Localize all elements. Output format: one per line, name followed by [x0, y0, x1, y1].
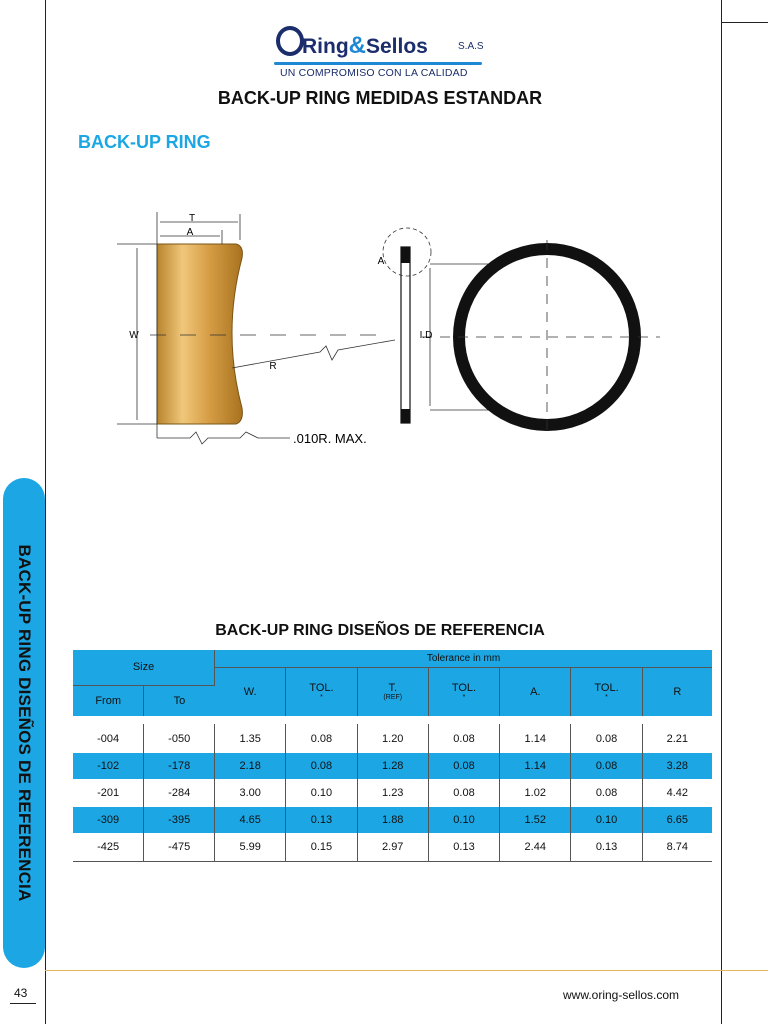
label-r: R [269, 361, 277, 372]
logo-amp: & [348, 32, 366, 59]
website-link[interactable]: www.oring-sellos.com [563, 988, 680, 1002]
backup-ring-drawing [0, 0, 768, 470]
table-row: -425 -475 5.99 0.15 2.97 0.13 2.44 0.13 8.74 [73, 833, 712, 861]
table-header-row [73, 650, 712, 667]
table-row: -004 -050 1.35 0.08 1.20 0.08 1.14 0.08 2.21 [73, 724, 712, 753]
col-from: From [73, 685, 144, 716]
col-t: T. (REF) [357, 667, 428, 716]
logo-tagline: UN COMPROMISO CON LA CALIDAD [280, 67, 468, 79]
logo-name: Ring [302, 35, 349, 58]
page-number: 43 [14, 986, 28, 1000]
side-tab-label: BACK-UP RING DISEÑOS DE REFERENCIA [15, 544, 34, 902]
col-tol-a: TOL. * [571, 667, 642, 716]
footer-line [45, 970, 768, 971]
ring-cross-section [157, 244, 242, 424]
col-a: A. [500, 667, 571, 716]
logo-name2: Sellos [366, 35, 428, 58]
table-row: -309 -395 4.65 0.13 1.88 0.10 1.52 0.10 6.65 [73, 807, 712, 833]
page-title: BACK-UP RING MEDIDAS ESTANDAR [217, 88, 543, 108]
section-subtitle: BACK-UP RING [78, 132, 211, 152]
col-tol-w: TOL. * [286, 667, 357, 716]
label-a: A [186, 227, 194, 238]
ring-side-view [401, 247, 410, 423]
spec-table [73, 650, 712, 862]
table-row: -201 -284 3.00 0.10 1.23 0.08 1.02 0.08 4.42 [73, 779, 712, 807]
col-tol-t: TOL. * [428, 667, 499, 716]
table-title: BACK-UP RING DISEÑOS DE REFERENCIA [215, 622, 545, 639]
table-row: -102 -178 2.18 0.08 1.28 0.08 1.14 0.08 3.28 [73, 753, 712, 779]
label-note: .010R. MAX. [293, 431, 367, 446]
label-id: I.D [419, 330, 433, 341]
tolerance-header: Tolerance in mm [215, 650, 712, 667]
label-t: T [188, 213, 196, 224]
label-w: W [129, 330, 139, 341]
page-number-underline [10, 1003, 36, 1004]
logo-suffix: S.A.S [458, 41, 484, 52]
size-header: Size [73, 650, 215, 685]
col-w: W. [215, 667, 286, 716]
col-to: To [144, 685, 215, 716]
label-a-detail: A [377, 256, 385, 267]
col-r: R [642, 667, 712, 716]
